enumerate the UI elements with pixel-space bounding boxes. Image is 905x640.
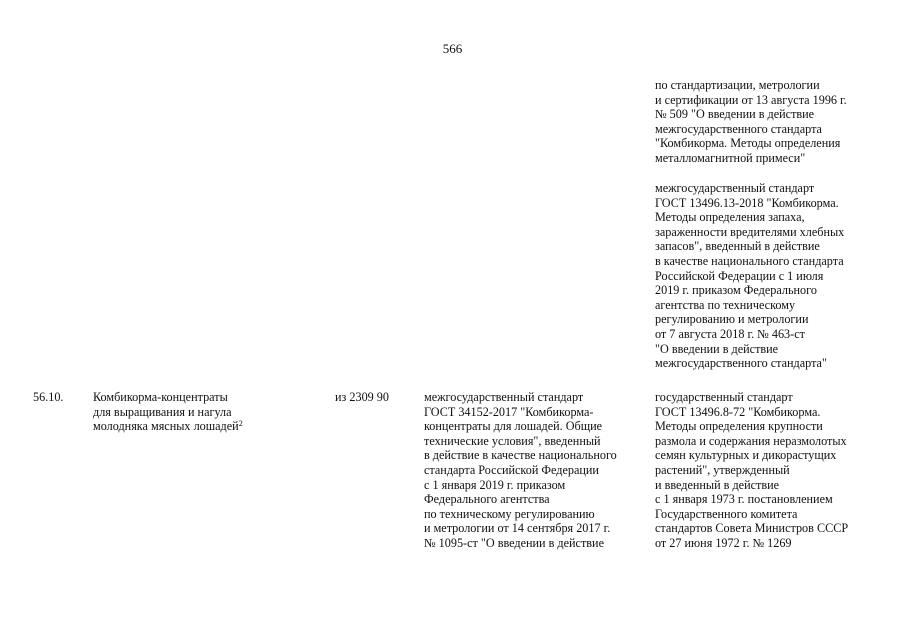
test-method-standard: государственный стандарт ГОСТ 13496.8-72 "Комбикорма. Методы определения крупности размола и содержания неразмолотых семян культурных и дикорастущих растений", утвержденный и введенный в действие с 1 января 1973 г. постановлением Государственного комитета стандартов Совета Министров СССР от 27 июня 1972 г. № 1269 — [655, 390, 849, 550]
tn-ved-code: из 2309 90 — [335, 390, 389, 404]
continuation-paragraph-1: по стандартизации, метрологии и сертификации от 13 августа 1996 г. № 509 "О введении в действие межгосударственного стандарта "Комбикорма. Методы определения металломагнитной примеси" — [655, 78, 847, 165]
continuation-paragraph-2: межгосударственный стандарт ГОСТ 13496.13-2018 "Комбикорма. Методы определения запаха, зараженности вредителями хлебных запасов", введенный в действие в качестве национального стандарта Российской Федерации с 1 июля 2019 г. приказом Федерального агентства по техническому регулированию и метрологии от 7 августа 2018 г. № 463-ст "О введении в действие межгосударственного стандарта" — [655, 181, 845, 371]
product-name: Комбикорма-концентраты для выращивания и нагула молодняка мясных лошадей — [93, 390, 239, 434]
product-standard: межгосударственный стандарт ГОСТ 34152-2017 "Комбикорма- концентраты для лошадей. Общие технические условия", введенный в действие в качестве национального стандарта Российской Федерации с 1 января 2019 г. приказом Федерального агентства по техническому регулированию и метрологии от 14 сентября 2017 г. № 1095-ст "О введении в действие — [424, 390, 617, 550]
product-name-cell — [93, 390, 243, 434]
row-number: 56.10. — [33, 390, 64, 404]
footnote-marker: 2 — [238, 419, 243, 429]
page-number: 566 — [442, 41, 463, 56]
